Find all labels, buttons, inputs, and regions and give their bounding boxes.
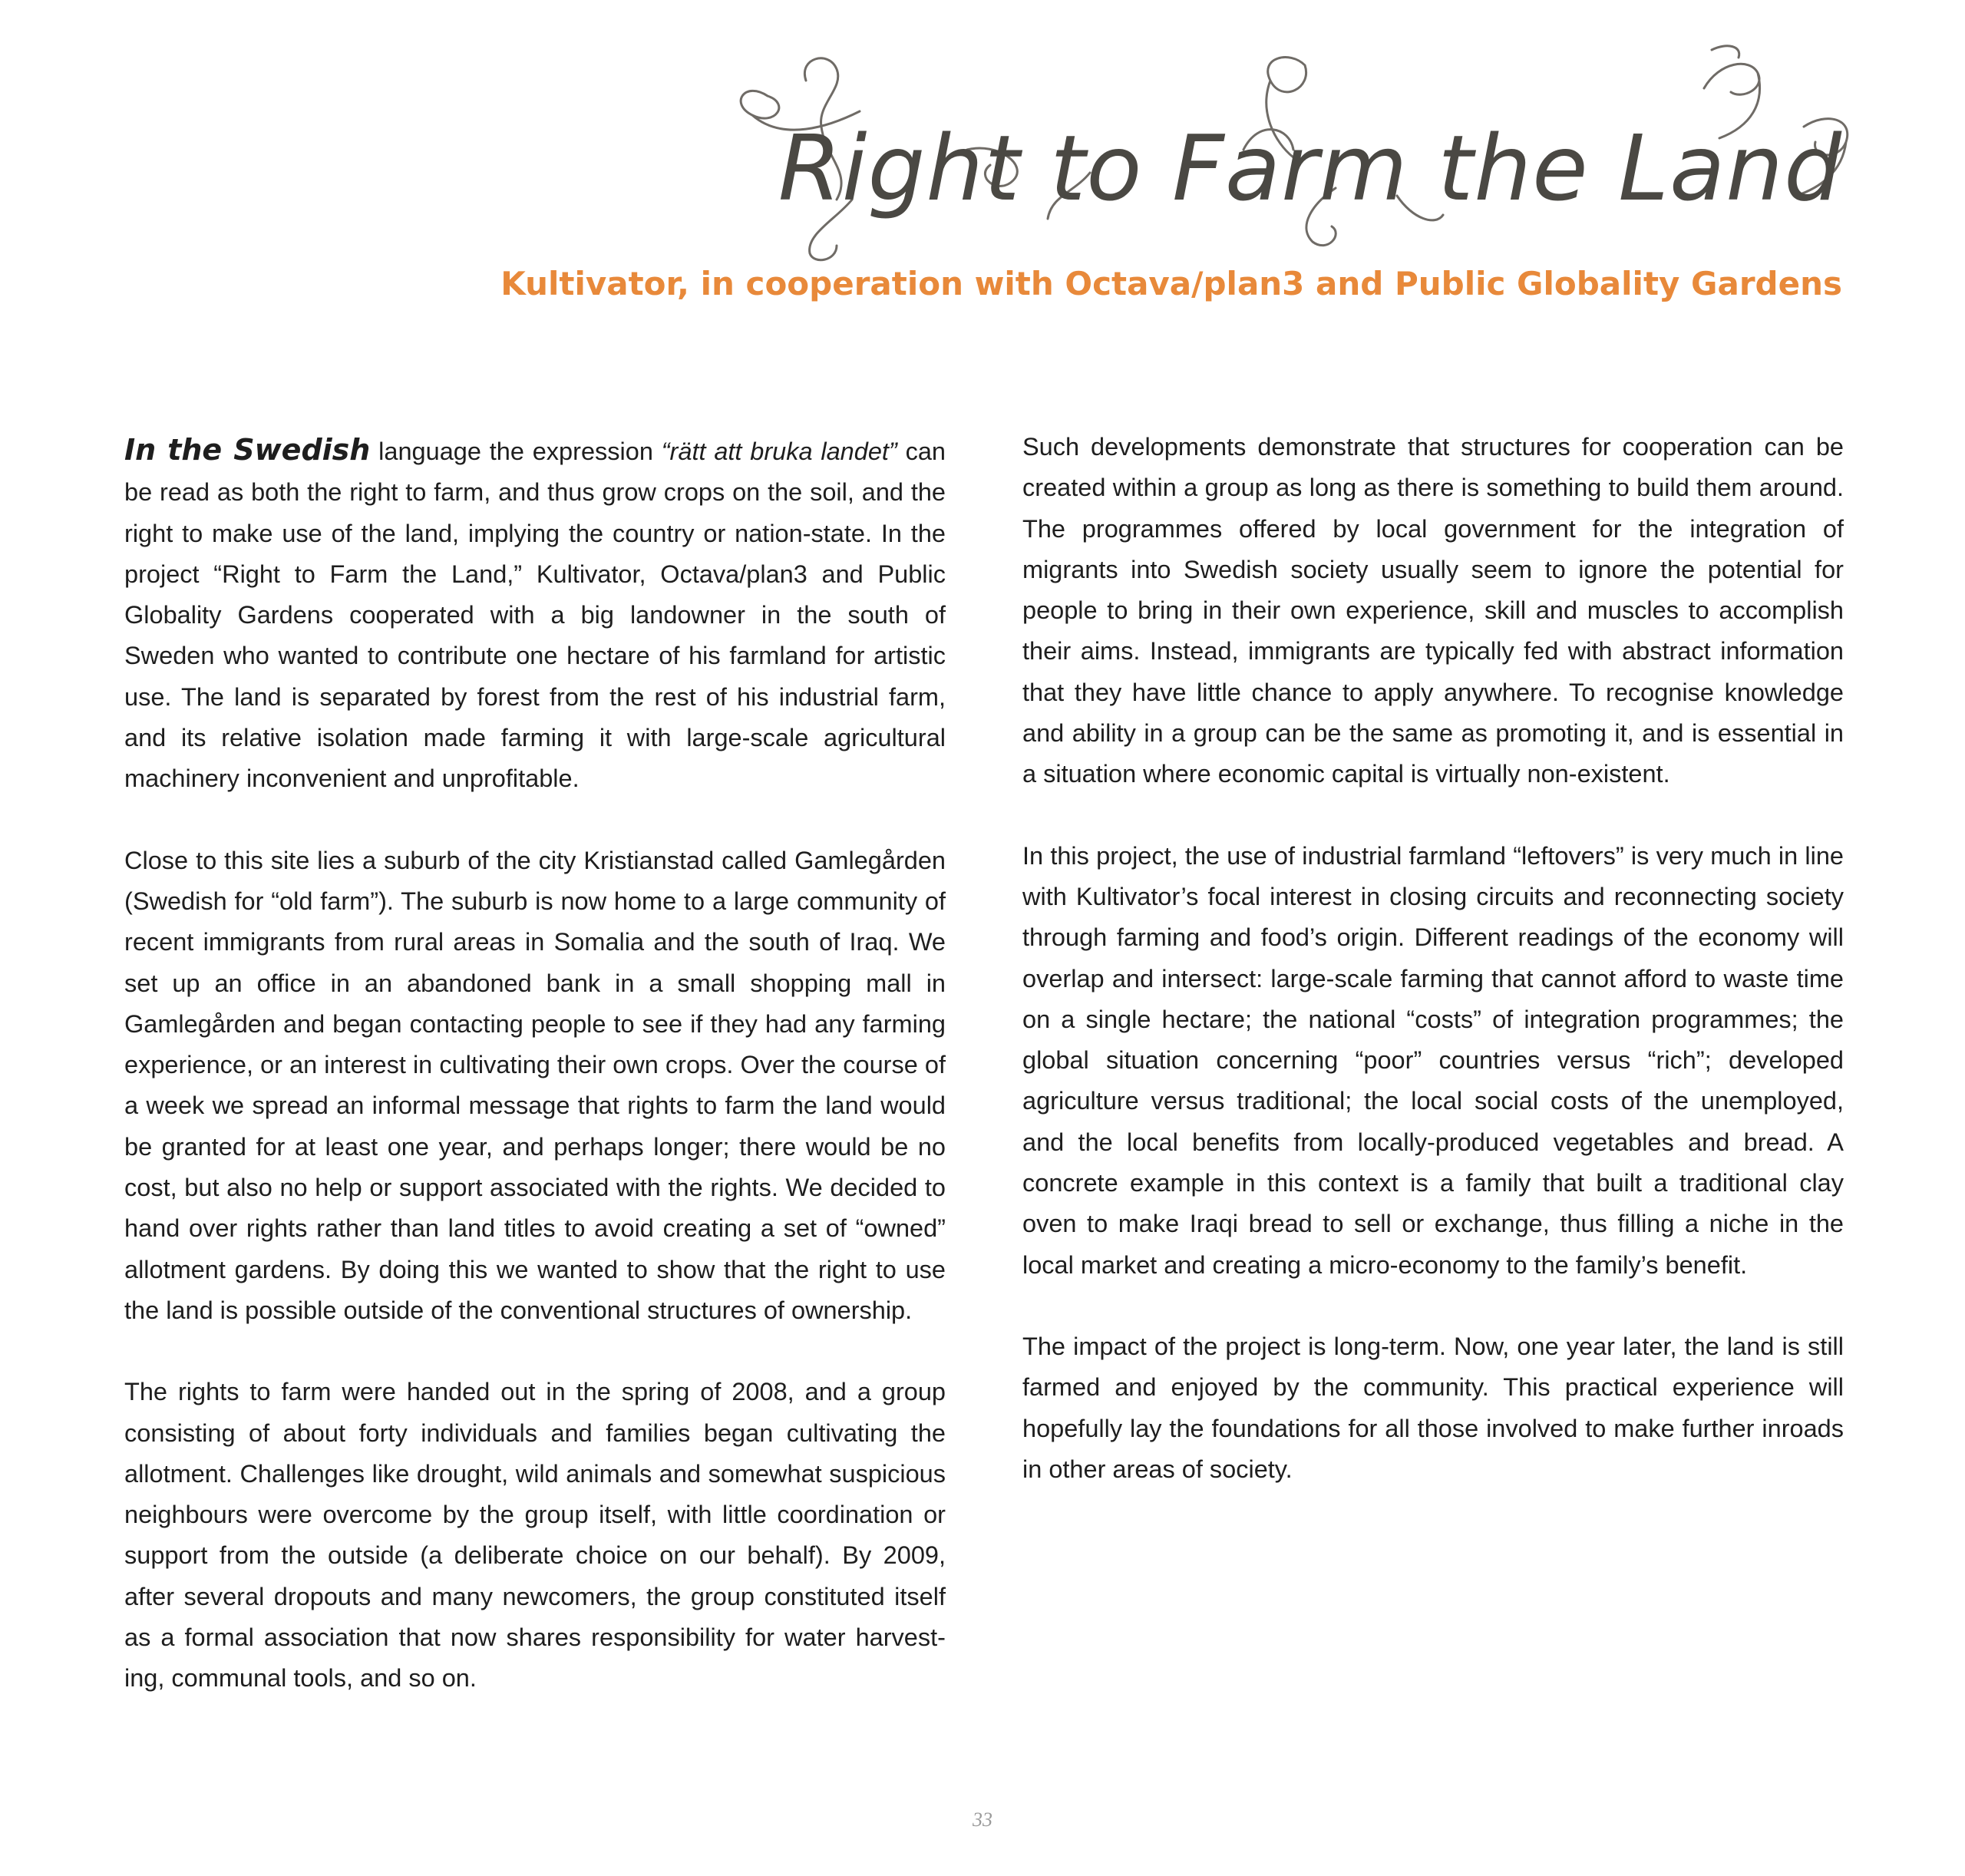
- paragraph: Close to this site lies a suburb of the city Kristianstad called Gamlegården (Swedish for “old farm”). The suburb is now home to a large community of recent immigrants from rural areas in Somalia and the south of Iraq. We set up an office in an abandoned bank in a small shopping mall in Gamlegården and began contacting people to see if they had any farming experience, or an interest in cultivating their own crops. Over the course of a week we spread an informal message that rights to farm the land would be granted for at least one year, and perhaps longer; there would be no cost, but also no help or support associated with the rights. We decided to hand over rights rather than land titles to avoid creating a set of “owned” allotment gardens. By doing this we wanted to show that the right to use the land is possible outside of the conventional structures of ownership.: [124, 846, 946, 1324]
- page-subtitle: Kultivator, in cooperation with Octava/plan3 and Public Globality Gardens: [500, 265, 1842, 302]
- right-text-column: [1022, 427, 1844, 1531]
- paragraph: [124, 430, 946, 800]
- swedish-expression: “rätt att bruka landet”: [661, 438, 897, 465]
- paragraph: In this project, the use of industrial farmland “leftovers” is very much in line with Kultivator’s focal interest in closing circuits and reconnecting society through farming and food’s origin. Different readings of the economy will overlap and intersect: large-scale farming that cannot afford to waste time on a single hectare; the national “costs” of integration programmes; the global situation concerning “poor” countries versus “rich”; developed agriculture versus traditional; the local social costs of the unemployed, and the local benefits from locally-produced vegetables and bread. A concrete example in this context is a family that built a traditional clay oven to make Iraqi bread to sell or exchange, thus filling a niche in the local market and creating a micro-economy to the family’s benefit.: [1022, 841, 1844, 1279]
- paragraph: Such developments demonstrate that structures for cooperation can be created within a group as long as there is something to build them around. The programmes offered by local government for the integration of migrants into Swedish society usually seem to ignore the potential for people to bring in their own experience, skill and muscles to accomplish their aims. Instead, immigrants are typically fed with abstract information that they have little chance to apply anywhere. To recognise knowledge and ability in a group can be the same as promoting it, and is essential in a situation where economic capital is virtually non-existent.: [1022, 433, 1844, 788]
- paragraph-text: language the expression: [370, 438, 662, 465]
- paragraph: The rights to farm were handed out in the spring of 2008, and a group consisting of about forty individuals and families began cultivating the allotment. Challenges like drought, wild animals and somewhat suspicious neighbours were overcome by the group itself, with little coordination or support from the outside (a deliberate choice on our behalf). By 2009, after several dropouts and many newcomers, the group constituted itself as a formal association that now shares responsibility for water harvesting, communal tools, and so on.: [124, 1378, 946, 1693]
- paragraph: The impact of the project is long-term. Now, one year later, the land is still farmed and enjoyed by the community. This practical experience will hopefully lay the foundations for all those involved to make further inroads in other areas of society.: [1022, 1332, 1844, 1483]
- page-number: 33: [973, 1808, 992, 1831]
- lead-in-text: In the Swedish: [124, 433, 371, 467]
- left-text-column: [124, 430, 946, 1740]
- paragraph-text: can be read as both the right to farm, and thus grow crops on the soil, and the right to make use of the land, implying the country or nation-state. In the project “Right to Farm the Land,” Kultivator, Octava/plan3 and Public Globality Gardens cooperated with a big landowner in the south of Sweden who wanted to contribute one hectare of his farmland for artistic use. The land is separated by forest from the rest of his industrial farm, and its relative isolation made farming it with large-scale agricultural machinery inconvenient and unprofitable.: [124, 438, 946, 793]
- page-title: Right to Farm the Land: [778, 115, 1842, 221]
